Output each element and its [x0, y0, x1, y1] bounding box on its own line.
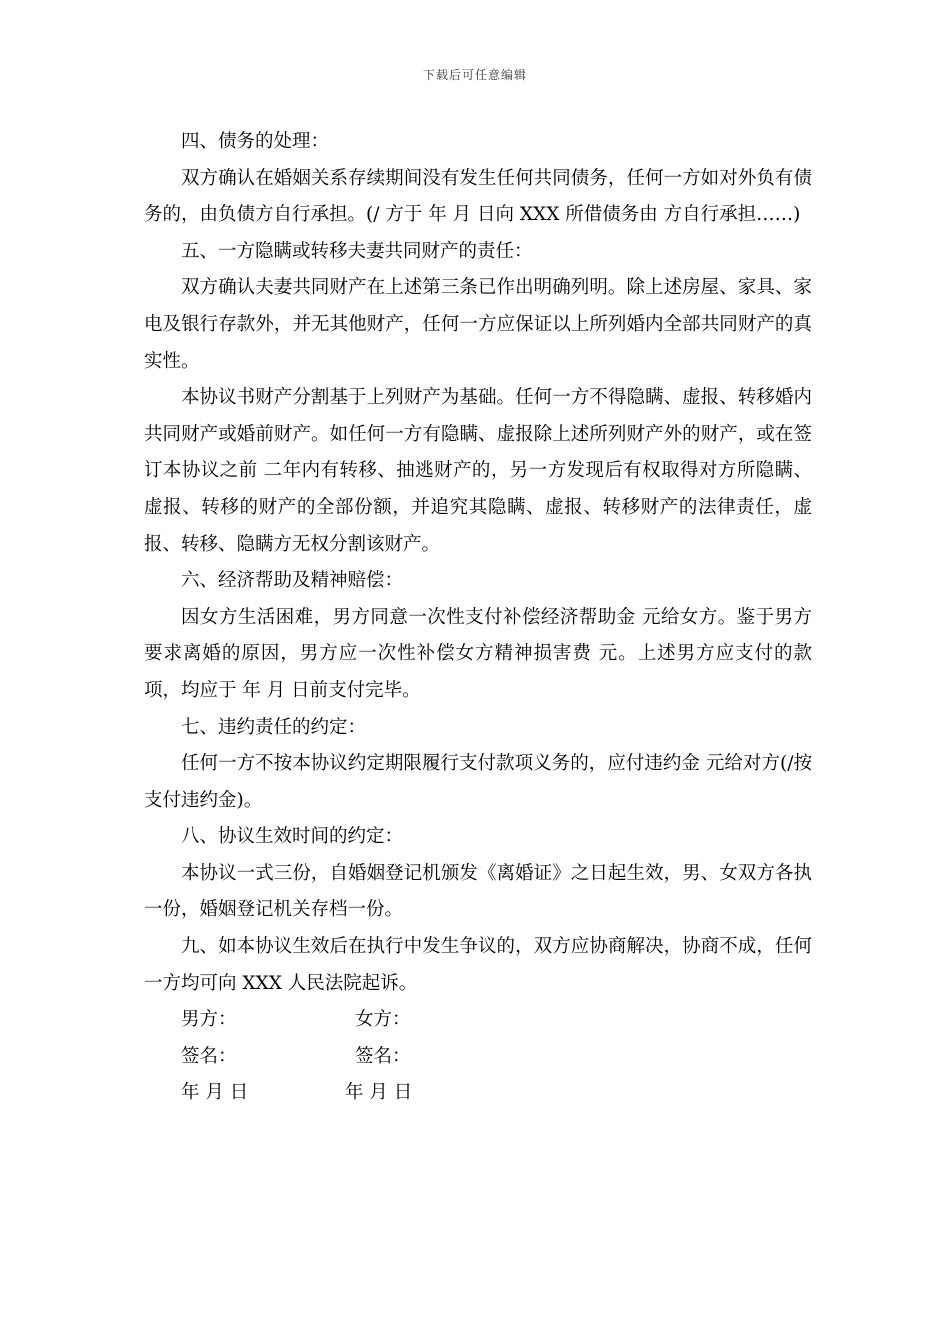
section-body-effective: 本协议一式三份，自婚姻登记机颁发《离婚证》之日起生效，男、女双方各执一份，婚姻登记机关存档一份。: [144, 862, 812, 921]
section-heading-debt: 四、债务的处理：: [181, 131, 330, 152]
section-body-compensation: 因女方生活困难，男方同意一次性支付补偿经济帮助金 元给女方。鉴于男方要求离婚的原因，男方应一次性补偿女方精神损害费 元。上述男方应支付的款项，均应于 年 月 日前支付完毕。: [144, 606, 812, 701]
male-date-label: 年 月 日: [181, 1082, 249, 1104]
male-party-label: 男方：: [181, 1009, 237, 1031]
female-sign-label: 签名：: [355, 1045, 411, 1067]
signature-date-row: [144, 1075, 812, 1112]
section-body-concealment-1: 双方确认夫妻共同财产在上述第三条已作出明确列明。除上述房屋、家具、家电及银行存款外，并无其他财产，任何一方应保证以上所列婚内全部共同财产的真实性。: [144, 277, 812, 372]
female-date-label: 年 月 日: [345, 1082, 413, 1104]
section-heading-concealment: 五、一方隐瞒或转移夫妻共同财产的责任：: [181, 240, 533, 262]
document-body: [144, 124, 812, 1112]
section-body-debt: 双方确认在婚姻关系存续期间没有发生任何共同债务，任何一方如对外负有债务的，由负债方自行承担。(/ 方于 年 月 日向 XXX 所借债务由 方自行承担……): [144, 167, 812, 226]
section-heading-compensation: 六、经济帮助及精神赔偿：: [181, 570, 404, 592]
page-header: 下载后可任意编辑: [422, 68, 527, 82]
signature-party-row: [144, 1002, 812, 1039]
female-party-label: 女方：: [355, 1009, 411, 1031]
section-body-concealment-2: 本协议书财产分割基于上列财产为基础。任何一方不得隐瞒、虚报、转移婚内共同财产或婚前财产。如任何一方有隐瞒、虚报除上述所列财产外的财产，或在签订本协议之前 二年内有转移、抽逃财产的，另一方发现后有权取得对方所隐瞒、虚报、转移的财产的全部份额，并追究其隐瞒、虚报、转移财产的法律责任，虚报、转移、隐瞒方无权分割该财产。: [144, 387, 812, 555]
section-heading-breach: 七、违约责任的约定：: [181, 716, 367, 738]
section-body-breach: 任何一方不按本协议约定期限履行支付款项义务的，应付违约金 元给对方(/按 支付违约金)。: [144, 753, 812, 811]
section-body-dispute: 九、如本协议生效后在执行中发生争议的，双方应协商解决，协商不成，任何一方均可向 XXX 人民法院起诉。: [144, 936, 812, 994]
male-sign-label: 签名：: [181, 1045, 237, 1067]
signature-sign-row: [144, 1039, 812, 1076]
section-heading-effective: 八、协议生效时间的约定：: [181, 826, 404, 848]
